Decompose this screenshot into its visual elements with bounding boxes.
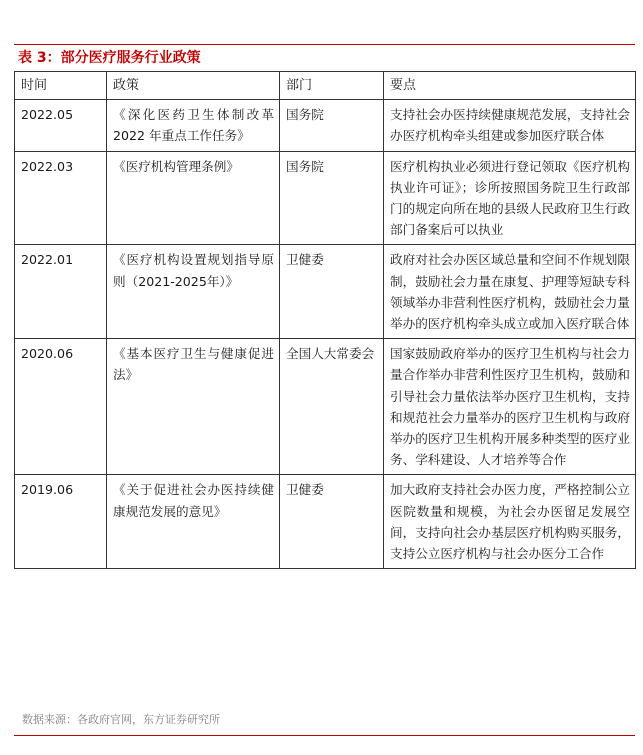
key-points-cell: 医疗机构执业必须进行登记领取《医疗机构执业许可证》；诊所按照国务院卫生行政部门的规定向所在地的县级人民政府卫生行政部门备案后可以执业: [384, 151, 636, 245]
table-row: [15, 151, 636, 245]
table-row: [15, 339, 636, 475]
policy-cell: 《深化医药卫生体制改革 2022 年重点工作任务》: [107, 100, 280, 151]
table-row: [15, 245, 636, 339]
time-cell: 2022.03: [15, 151, 107, 245]
department-cell: 全国人大常委会: [280, 339, 384, 475]
key-points-cell: 国家鼓励政府举办的医疗卫生机构与社会力量合作举办非营利性医疗卫生机构，鼓励和引导社会力量依法举办医疗卫生机构，支持和规范社会力量举办的医疗卫生机构与政府举办的医疗卫生机构开展多种类型的医疗业务、学科建设、人才培养等合作: [384, 339, 636, 475]
policy-table: [14, 71, 636, 569]
table-title: 表 3：部分医疗服务行业政策: [18, 50, 201, 66]
department-cell: 国务院: [280, 151, 384, 245]
column-header-time: 时间: [15, 72, 107, 100]
column-header-key-points: 要点: [384, 72, 636, 100]
policy-cell: 《医疗机构管理条例》: [107, 151, 280, 245]
time-cell: 2020.06: [15, 339, 107, 475]
column-header-department: 部门: [280, 72, 384, 100]
department-cell: 卫健委: [280, 475, 384, 569]
department-cell: 卫健委: [280, 245, 384, 339]
table-row: [15, 100, 636, 151]
time-cell: 2022.05: [15, 100, 107, 151]
source-note: 数据来源：各政府官网，东方证券研究所: [22, 713, 220, 726]
time-cell: 2022.01: [15, 245, 107, 339]
table-header-row: [15, 72, 636, 100]
column-header-policy: 政策: [107, 72, 280, 100]
key-points-cell: 政府对社会办医区域总量和空间不作规划限制，鼓励社会力量在康复、护理等短缺专科领域举办非营利性医疗机构，鼓励社会力量举办的医疗机构牵头成立或加入医疗联合体: [384, 245, 636, 339]
table-row: [15, 475, 636, 569]
policy-cell: 《医疗机构设置规划指导原则（2021-2025年）》: [107, 245, 280, 339]
bottom-red-rule: [14, 735, 635, 736]
department-cell: 国务院: [280, 100, 384, 151]
time-cell: 2019.06: [15, 475, 107, 569]
top-red-rule: [14, 44, 635, 45]
key-points-cell: 支持社会办医持续健康规范发展，支持社会办医疗机构牵头组建或参加医疗联合体: [384, 100, 636, 151]
key-points-cell: 加大政府支持社会办医力度，严格控制公立医院数量和规模，为社会办医留足发展空间，支持向社会办基层医疗机构购买服务，支持公立医疗机构与社会办医分工合作: [384, 475, 636, 569]
policy-cell: 《基本医疗卫生与健康促进法》: [107, 339, 280, 475]
policy-cell: 《关于促进社会办医持续健康规范发展的意见》: [107, 475, 280, 569]
